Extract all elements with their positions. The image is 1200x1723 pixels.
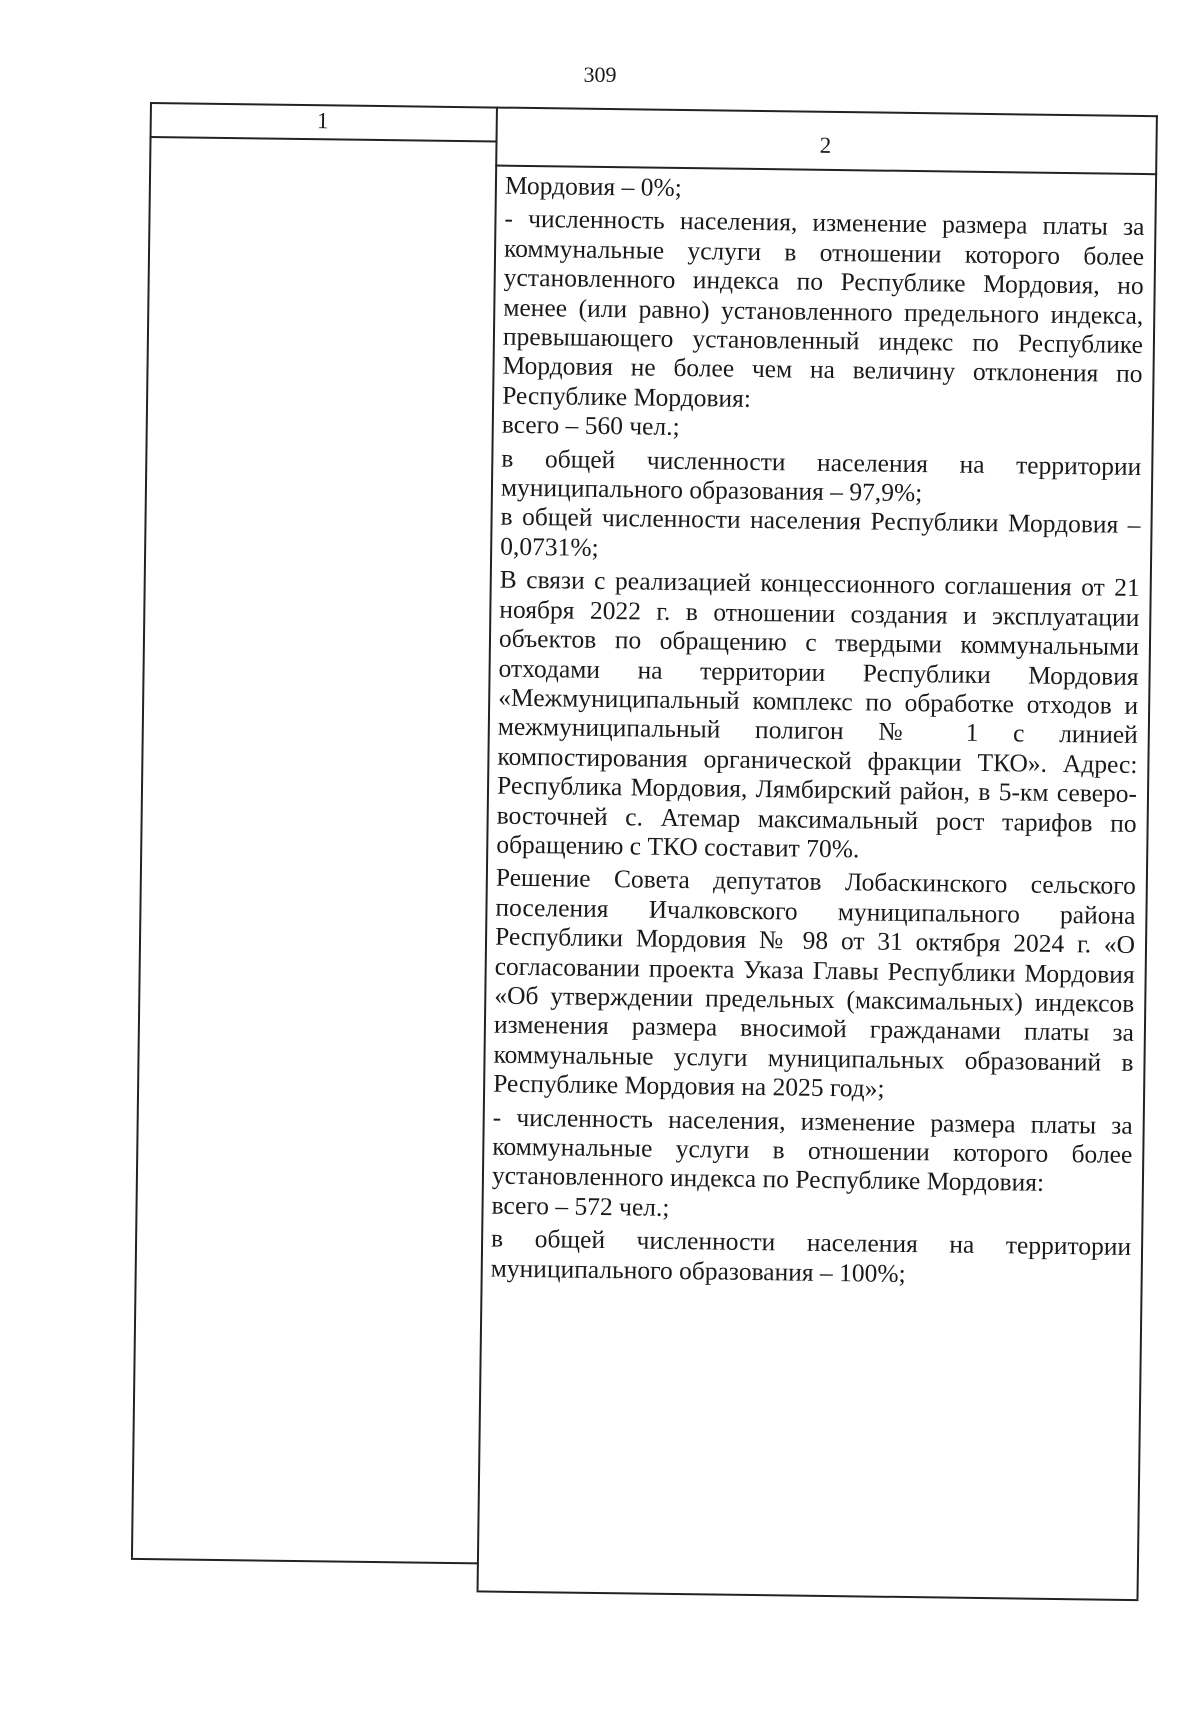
table-border-left [131, 102, 152, 1558]
table-border-bottom-col2 [477, 1590, 1139, 1601]
paragraph: в общей численности населения на территории муниципального образования – 97,9%; [500, 443, 1142, 508]
paragraph: в общей численности населения на территории муниципального образования – 100%; [490, 1223, 1132, 1288]
table-border-bottom-col1 [131, 1558, 479, 1565]
document-table [131, 102, 1160, 1599]
paragraph: В связи с реализацией концессионного соглашения от 21 ноября 2022 г. в отношении создания и эксплуатации объектов по обращению с твердыми коммунальными отходами на территории Республики Мордовия «Межмуниципальный комплекс по обработке отходов и межмуниципальный полигон № 1 с линией компостирования органической фракции ТКО». Адрес: Республика Мордовия, Лямбирский район, в 5-км северо-восточней с. Атемар максимальный рост тарифов по обращению с ТКО составит 70%. [496, 564, 1140, 864]
paragraph: Мордовия – 0%; [504, 170, 683, 202]
paragraph: всего – 560 чел.; [501, 409, 680, 442]
column-header-2: 2 [819, 132, 832, 158]
column-2-content [491, 171, 1146, 1291]
paragraph: Решение Совета депутатов Лобаскинского сельского поселения Ичалковского муниципального района Республики Мордовия № 98 от 31 октября 2024 г. «О согласовании проекта Указа Главы Республики Мордовия «Об утверждении предельных (максимальных) индексов изменения размера вносимой гражданами платы за коммунальные услуги муниципальных образований в Республике Мордовия на 2025 год»; [492, 862, 1137, 1103]
paragraph: всего – 572 чел.; [491, 1190, 670, 1222]
column-divider [477, 107, 498, 1591]
column-header-1: 1 [316, 108, 329, 134]
header-divider-col1 [150, 136, 498, 143]
paragraph: - численность населения, изменение размера платы за коммунальные услуги в отношении которого более установленного индекса по Республике Мордовия, но менее (или равно) установленного предельного индекса, превышающего установленный индекс по Республике Мордовия не более чем на величину отклонения по Республике Мордовия: [502, 204, 1145, 413]
page-number: 309 [583, 62, 617, 87]
paragraph: - численность населения, изменение размера платы за коммунальные услуги в отношении которого более установленного индекса по Республике Мордовия: [491, 1102, 1133, 1198]
paragraph: в общей численности населения Республики Мордовия – 0,0731%; [500, 502, 1141, 562]
